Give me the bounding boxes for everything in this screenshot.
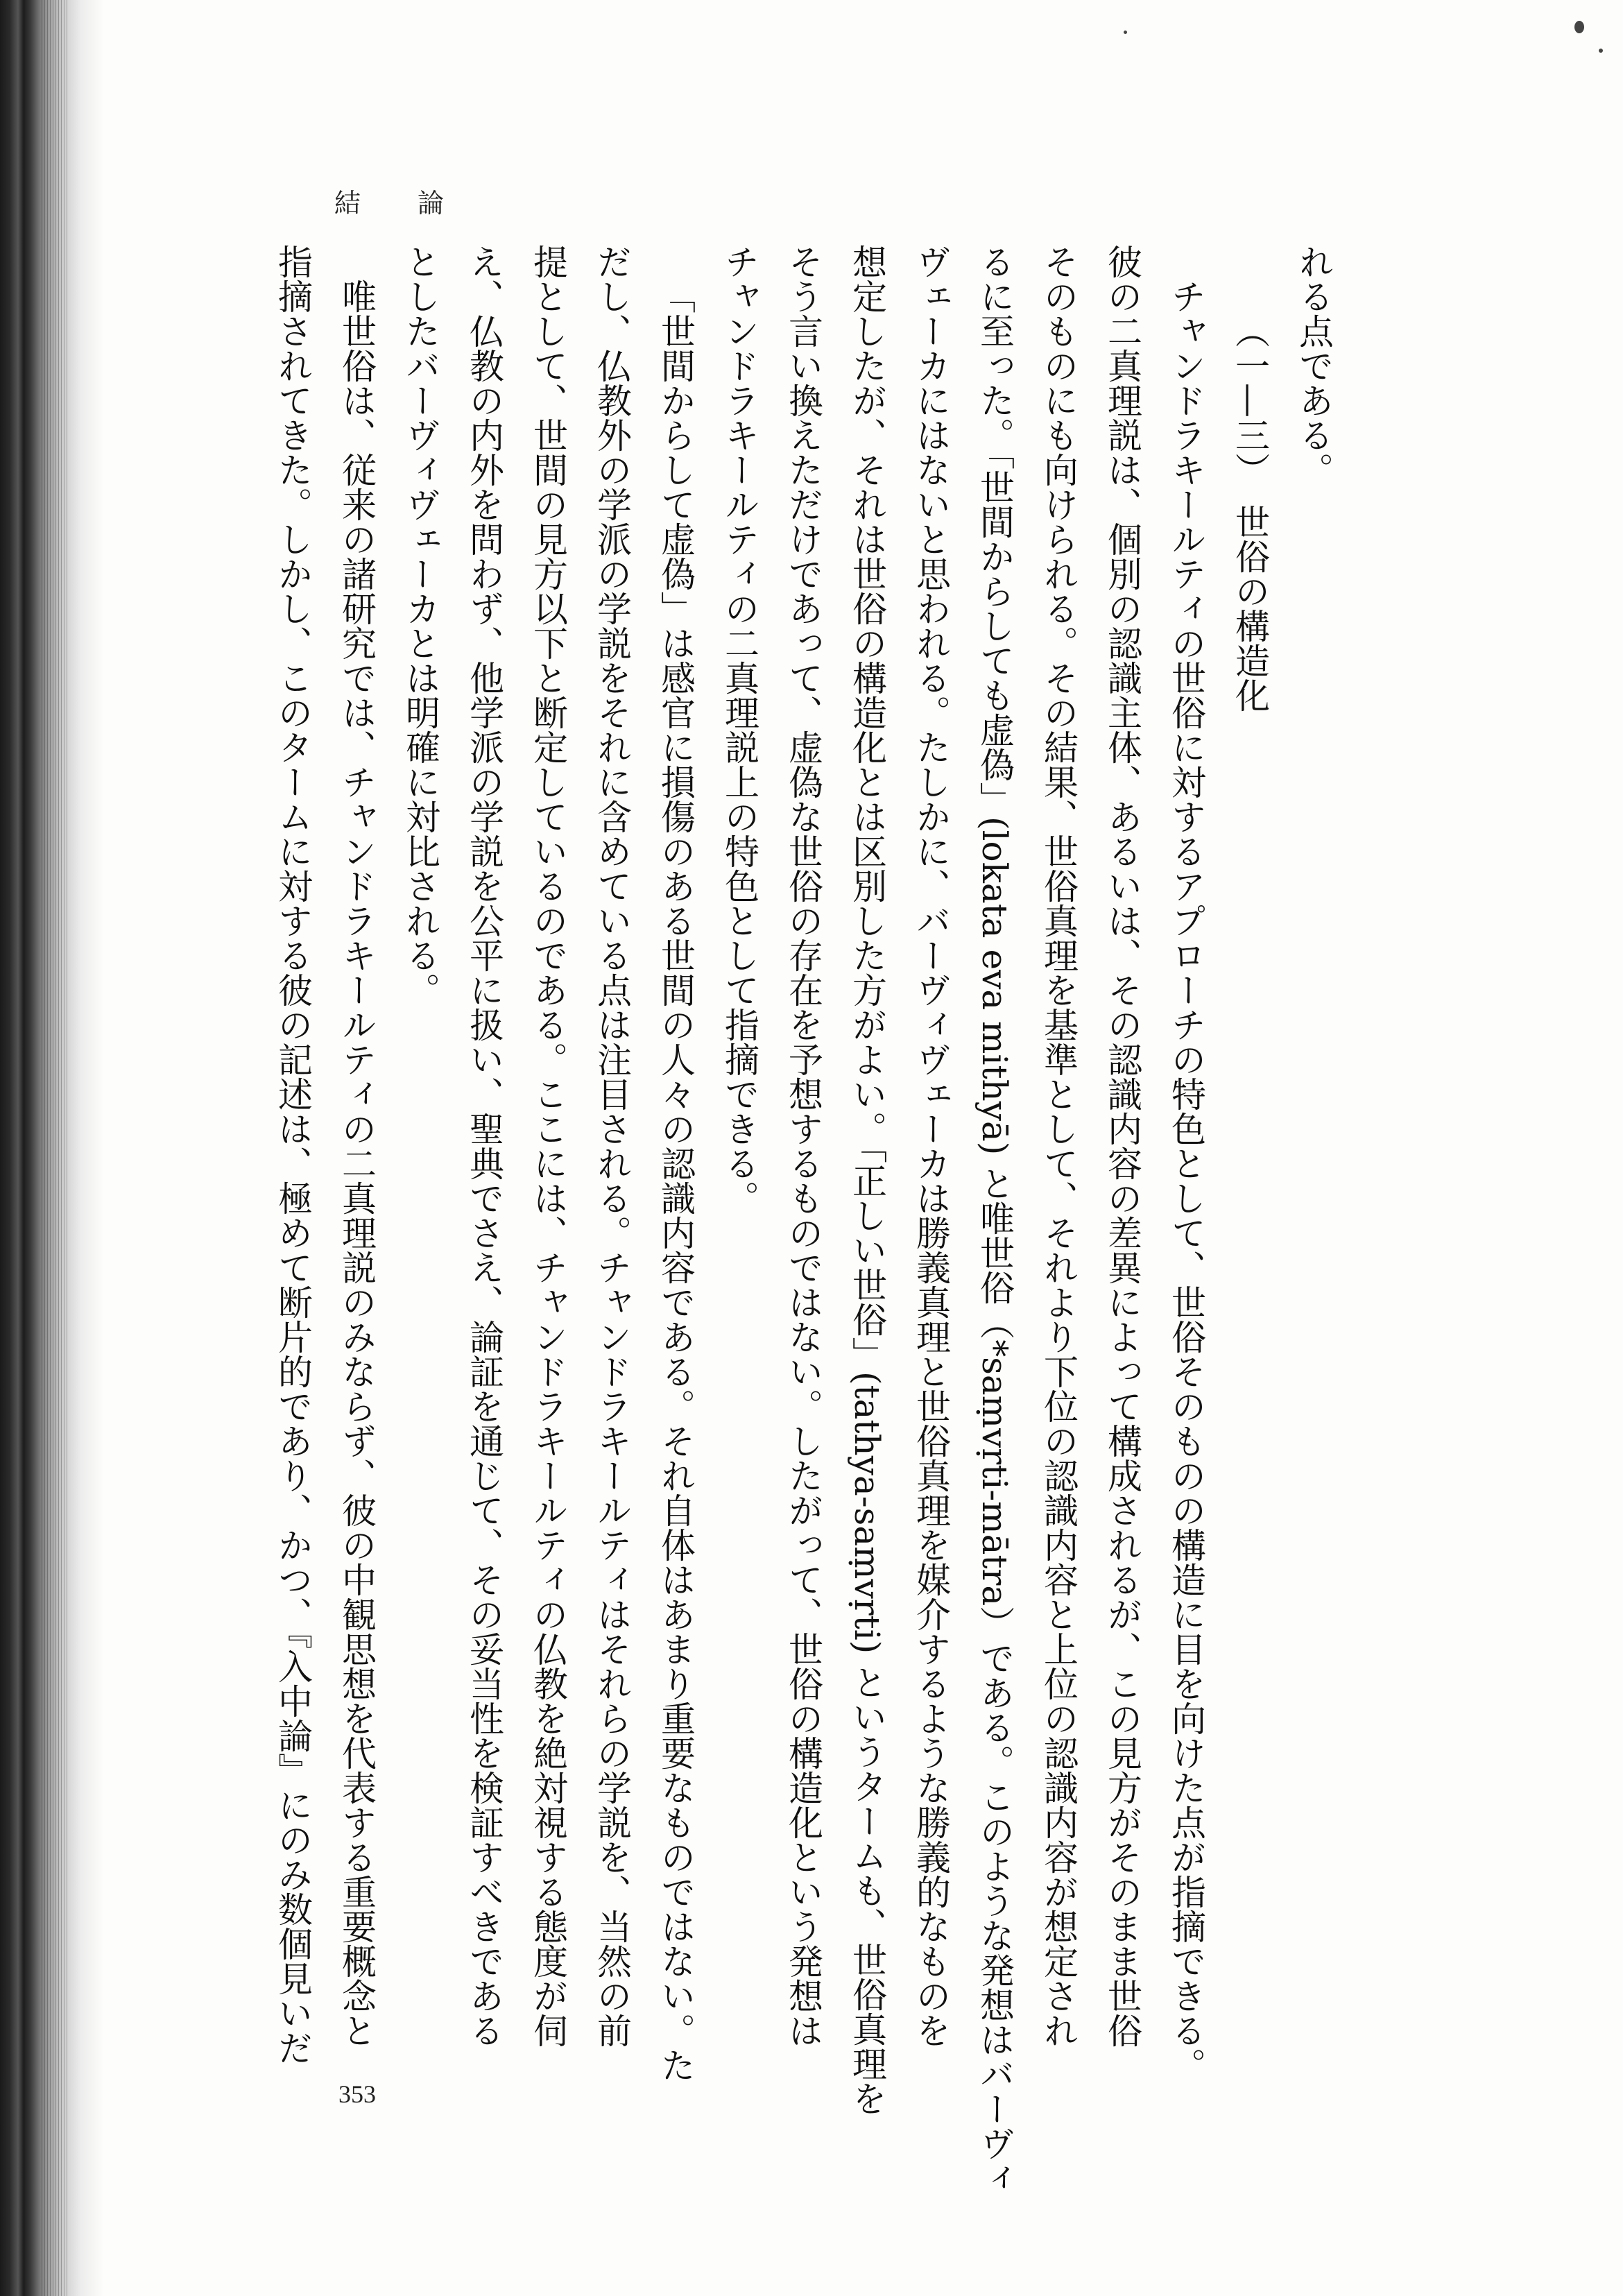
text-line: ヴェーカにはないと思われる。たしかに、バーヴィヴェーカは勝義真理と世俗真理を媒介するような勝義的なものを (911, 244, 951, 2048)
text-line: そのものにも向けられる。その結果、世俗真理を基準として、それより下位の認識内容と上位の認識内容が想定され (1038, 244, 1079, 2048)
page-number: 353 (338, 2080, 376, 2108)
text-line: 提として、世間の見方以下と断定しているのである。ここには、チャンドラキールティの仏教を絶対視する態度が伺 (528, 244, 568, 2048)
text-line: チャンドラキールティの世俗に対するアプローチの特色として、世俗そのものの構造に目を向けた点が指摘できる。 (1166, 279, 1206, 2082)
scan-speck (1124, 31, 1127, 34)
text-line: チャンドラキールティの二真理説上の特色として指摘できる。 (719, 244, 759, 1215)
text-line: れる点である。 (1294, 244, 1334, 487)
page-edges (42, 0, 69, 2296)
text-line: としたバーヴィヴェーカとは明確に対比される。 (400, 244, 440, 1007)
scan-speck (1574, 21, 1584, 33)
text-line: 唯世俗は、従来の諸研究では、チャンドラキールティの二真理説のみならず、彼の中観思想を代表する重要概念と (336, 279, 377, 2048)
text-line: そう言い換えただけであって、虚偽な世俗の存在を予想するものではない。したがって、世俗の構造化という発想は (783, 244, 823, 2048)
scan-speck (1599, 49, 1603, 53)
text-line: だし、仏教外の学派の学説をそれに含めている点は注目される。チャンドラキールティはそれらの学説を、当然の前 (592, 244, 632, 2048)
text-line: 指摘されてきた。しかし、このタームに対する彼の記述は、極めて断片的であり、かつ、『入中論』にのみ数個見いだ (273, 244, 313, 2065)
text-line: え、仏教の内外を問わず、他学派の学説を公平に扱い、聖典でさえ、論証を通じて、その妥当性を検証すべきである (464, 244, 504, 2048)
text-line: 「世間からして虚偽」は感官に損傷のある世間の人々の認識内容である。それ自体はあまり重要なものではない。た (655, 279, 696, 2082)
text-line: るに至った。「世間からしても虚偽」(lokata eva mithyā) と唯世俗（*saṃvṛti-mātra）である。このような発想はバーヴィ (974, 244, 1015, 2196)
text-line: 彼の二真理説は、個別の認識主体、あるいは、その認識内容の差異によって構成されるが、この見方がそのまま世俗 (1102, 244, 1142, 2048)
text-line: 想定したが、それは世俗の構造化とは区別した方がよい。「正しい世俗」(tathya-saṃvṛti) というタームも、世俗真理を (847, 244, 887, 2116)
running-head: 結 論 (334, 189, 460, 219)
section-heading: （一—三） 世俗の構造化 (1230, 314, 1270, 712)
